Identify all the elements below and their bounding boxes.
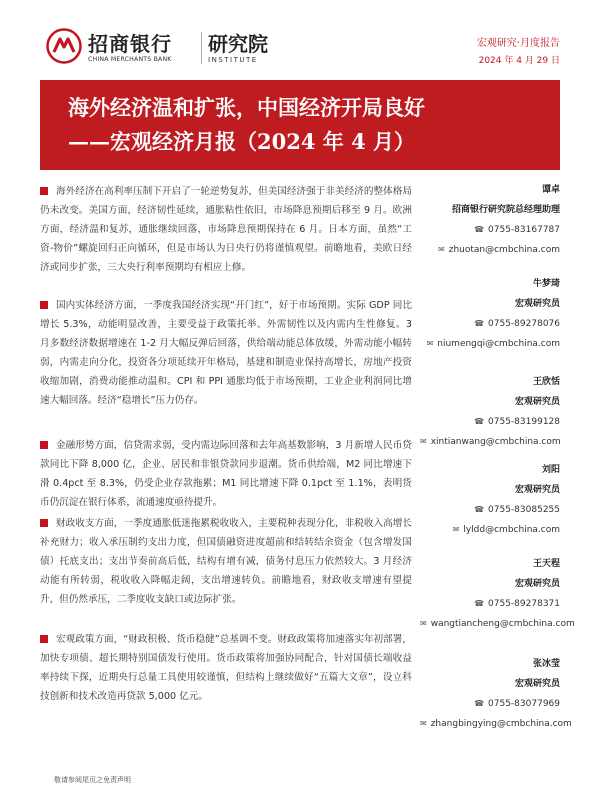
author-name: 牛梦琦	[532, 279, 560, 289]
author-card	[420, 274, 560, 354]
author-title: 招商银行研究院总经理助理	[451, 205, 560, 215]
author-email[interactable]: ✉ zhangbingying@cmbchina.com	[420, 714, 560, 734]
report-type: 宏观研究·月度报告	[476, 38, 560, 49]
report-header	[40, 24, 560, 72]
bank-name-en: CHINA MERCHANTS BANK	[88, 56, 172, 63]
report-date: 2024 年 4 月 29 日	[478, 56, 560, 66]
phone-icon: ☎	[474, 505, 485, 514]
bullet-square-icon	[40, 441, 48, 449]
author-name: 张冰莹	[532, 659, 560, 669]
author-card	[420, 460, 560, 540]
institute-name-cn: 研究院	[208, 32, 268, 56]
phone-icon: ☎	[474, 225, 485, 234]
bullet-square-icon	[40, 301, 48, 309]
email-icon: ✉	[420, 437, 427, 446]
summary-paragraph-1: 海外经济在高利率压制下开启了一轮逆势复苏，但美国经济强于非美经济的整体格局仍未改变。美国方面，经济韧性延续，通胀粘性依旧，市场降息预期后移至 9 月。欧洲方面，经济温和复苏，通胀继续回落，市场降息预期保持在 6 月。日本方面，虽然“工资-物价”螺旋回归正向循环，但是市场认为日央行仍将谨慎观望。前瞻地看，美欧日经济或同步扩张，三大央行利率预期均有相应上修。	[40, 186, 412, 273]
author-title: 宏观研究员	[514, 579, 560, 589]
author-phone: ☎ 0755-83077969	[420, 694, 560, 714]
report-title: 海外经济温和扩张，中国经济开局良好	[68, 95, 425, 120]
email-icon: ✉	[420, 619, 427, 628]
author-title: 宏观研究员	[514, 485, 560, 495]
author-card	[420, 654, 572, 734]
author-card	[420, 554, 575, 634]
cmb-logo-icon	[46, 28, 82, 64]
author-name: 刘阳	[541, 465, 560, 475]
bullet-square-icon	[40, 635, 48, 643]
author-name: 谭卓	[541, 185, 560, 195]
author-title: 宏观研究员	[514, 299, 560, 309]
summary-paragraph-5: 宏观政策方面，“财政积极、货币稳健”总基调不变。财政政策将加速落实年初部署，加快专项债、超长期特别国债发行使用。货币政策将加强协同配合，针对国债长端收益率持续下探，近期央行总量工具使用较谨慎，但结构上继续做好“五篇大文章”，设立科技创新和技术改造再贷款 5,000 亿元。	[40, 634, 412, 702]
email-icon: ✉	[438, 245, 445, 254]
title-banner	[40, 80, 560, 170]
author-phone: ☎ 0755-83085255	[420, 500, 560, 520]
email-icon: ✉	[426, 339, 434, 348]
author-name: 王欣恬	[532, 377, 560, 387]
author-phone: ☎ 0755-89278076	[420, 314, 560, 334]
author-name: 王天程	[532, 559, 560, 569]
author-card	[420, 180, 560, 260]
phone-icon: ☎	[474, 319, 485, 328]
footer-disclaimer: 敬请参阅尾页之免责声明	[54, 776, 131, 784]
author-email[interactable]: ✉ niumengqi@cmbchina.com	[420, 334, 560, 354]
author-card	[420, 372, 560, 452]
author-email[interactable]: ✉ xintianwang@cmbchina.com	[420, 432, 560, 452]
author-email[interactable]: ✉ zhuotan@cmbchina.com	[420, 240, 560, 260]
summary-paragraph-4: 财政收支方面，一季度通胀低迷拖累税收收入，主要税种表现分化，非税收入高增长补充财力；收入承压制约支出力度，但国债融资进度超前和结转结余资金（包含增发国债）托底支出；支出节奏前高后低，结构有增有减，债务付息压力依然较大。3 月经济动能有所转弱，税收收入降幅走阔，支出增速转负。前瞻地看，财政收支增速有望提升，但仍然承压，二季度收支缺口或边际扩张。	[40, 518, 412, 605]
header-divider	[201, 32, 202, 64]
report-subtitle: ——宏观经济月报（2024 年 4 月）	[68, 129, 415, 154]
phone-icon: ☎	[474, 599, 485, 608]
summary-paragraph-2: 国内实体经济方面，一季度我国经济实现“开门红”，好于市场预期。实际 GDP 同比增长 5.3%，动能明显改善，主要受益于政策托举、外需韧性以及内需内生性修复。3 月多数经济数据增速在 1-2 月大幅反弹后回落，供给端动能总体放缓，外需动能小幅转弱，内需走向分化，投资各分项延续开年格局，基建和制造业保持高增长，房地产投资收缩加剧，消费动能推动温和。CPI 和 PPI 通胀均低于市场预期，工业企业利润同比增速大幅回落。经济“稳增长”压力仍存。	[40, 300, 412, 406]
institute-name-en: INSTITUTE	[208, 56, 258, 64]
author-email[interactable]: ✉ lyldd@cmbchina.com	[420, 520, 560, 540]
author-phone: ☎ 0755-83199128	[420, 412, 560, 432]
email-icon: ✉	[420, 719, 427, 728]
phone-icon: ☎	[474, 699, 485, 708]
email-icon: ✉	[452, 525, 460, 534]
bullet-square-icon	[40, 519, 48, 527]
author-title: 宏观研究员	[514, 397, 560, 407]
summary-paragraph-3: 金融形势方面，信贷需求弱，受内需边际回落和去年高基数影响，3 月新增人民币贷款同比下降 8,000 亿，企业、居民和非银贷款同步退潮。货币供给端，M2 同比增速下滑 0.4pct 至 8.3%，仍受企业存款拖累；M1 同比增速下降 0.1pct 至 1.1%，表明货币仍沉淀在银行体系，流通速度亟待提升。	[40, 440, 412, 508]
author-phone: ☎ 0755-89278371	[420, 594, 560, 614]
author-phone: ☎ 0755-83167787	[420, 220, 560, 240]
author-title: 宏观研究员	[514, 679, 560, 689]
bank-name-cn: 招商银行	[88, 32, 172, 56]
phone-icon: ☎	[474, 417, 485, 426]
author-email[interactable]: ✉ wangtiancheng@cmbchina.com	[420, 614, 560, 634]
bullet-square-icon	[40, 187, 48, 195]
